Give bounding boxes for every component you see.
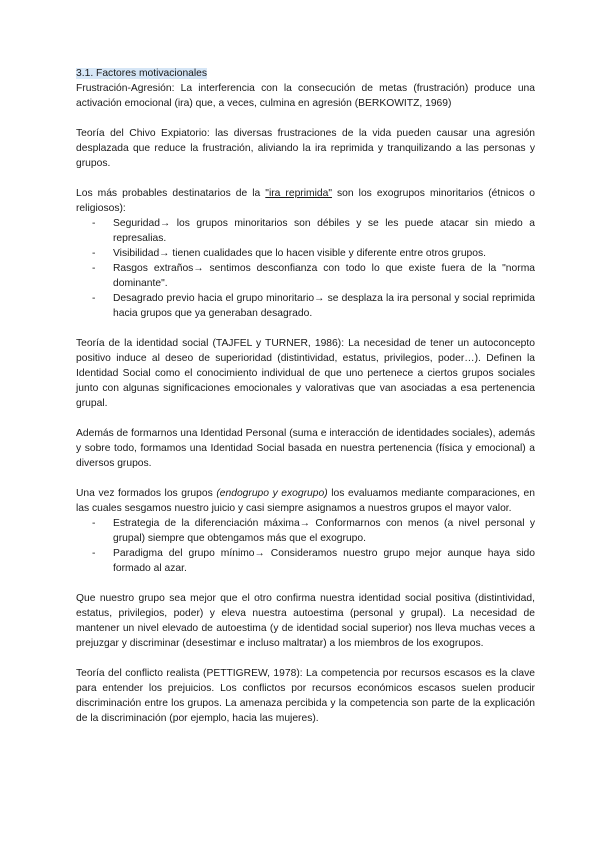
list-item: - Visibilidad→ tienen cualidades que lo hacen visible y diferente entre otros grupos. (76, 246, 535, 261)
destinatarios-pre: Los más probables destinatarios de la (76, 188, 266, 199)
formados-post: los evaluamos mediante comparaciones, en las cuales sesgamos nuestro juicio y casi siempre asignamos a nuestros grupos el mayor valor. (76, 488, 535, 514)
paragraph-destinatarios (76, 186, 535, 216)
paragraph-autoestima: Que nuestro grupo sea mejor que el otro confirma nuestra identidad social positiva (distintividad, estatus, privilegios, poder) y eleva nuestra autoestima (personal y grupal). La necesidad de mantener un nivel elevado de autoestima (y de identidad social superior) nos lleva muchas veces a prejuzgar y discriminar (desestimar e incluso maltratar) a los miembros de los exogrupos. (76, 593, 535, 649)
paragraph-chivo-expiatorio: Teoría del Chivo Expiatorio: las diversas frustraciones de la vida pueden causar una agresión desplazada que reduce la frustración, aliviando la ira reprimida y tranquilizando a las personas y grupos. (76, 128, 535, 169)
list-item: - Estrategia de la diferenciación máxima→ Conformarnos con menos (a nivel personal y grupal) siempre que obtengamos más que el exogrupo. (76, 516, 535, 546)
endogrupo-exogrupo-term: (endogrupo y exogrupo) (216, 488, 328, 499)
list-item: - Desagrado previo hacia el grupo minoritario→ se desplaza la ira personal y social reprimida hacia grupos que ya generaban desagrado. (76, 291, 535, 321)
destinatarios-post: son los exogrupos minoritarios (étnicos o religiosos): (76, 188, 535, 214)
section-heading-text: 3.1. Factores motivacionales (76, 68, 208, 79)
paragraph-conflicto-realista: Teoría del conflicto realista (PETTIGREW, 1978): La competencia por recursos escasos es la clave para entender los prejuicios. Los conflictos por recursos económicos escasos suelen producir discriminación entre los grupos. La amenaza percibida y la competencia son parte de la explicación de la discriminación (por ejemplo, hacia las mujeres). (76, 668, 535, 724)
paragraph-frustracion-agresion: Frustración-Agresión: La interferencia con la consecución de metas (frustración) produce una activación emocional (ira) que, a veces, culmina en agresión (BERKOWITZ, 1969) (76, 83, 535, 109)
formados-pre: Una vez formados los grupos (76, 488, 217, 499)
list-item: - Paradigma del grupo mínimo→ Consideramos nuestro grupo mejor aunque haya sido formado al azar. (76, 546, 535, 576)
paragraph-identidad-social: Teoría de la identidad social (TAJFEL y TURNER, 1986): La necesidad de tener un autoconcepto positivo induce al deseo de superioridad (distintividad, estatus, privilegios, poder…). Definen la Identidad Social como el conocimiento individual de que uno pertenece a ciertos grupos sociales junto con algunas significaciones emocionales y valorativas que van asociadas a esa pertenencia grupal. (76, 338, 535, 409)
paragraph-grupos-formados (76, 486, 535, 516)
list-item: - Seguridad→ los grupos minoritarios son débiles y se les puede atacar sin miedo a represalias. (76, 216, 535, 246)
destinatarios-list (76, 216, 535, 321)
section-heading (76, 66, 535, 81)
ira-reprimida-term: "ira reprimida" (265, 188, 332, 199)
comparaciones-list (76, 516, 535, 576)
list-item: - Rasgos extraños→ sentimos desconfianza con todo lo que existe fuera de la "norma dominante". (76, 261, 535, 291)
paragraph-identidad-personal: Además de formarnos una Identidad Personal (suma e interacción de identidades sociales), además y sobre todo, formamos una Identidad Social basada en nuestra pertenencia (física y emocional) a diversos grupos. (76, 428, 535, 469)
